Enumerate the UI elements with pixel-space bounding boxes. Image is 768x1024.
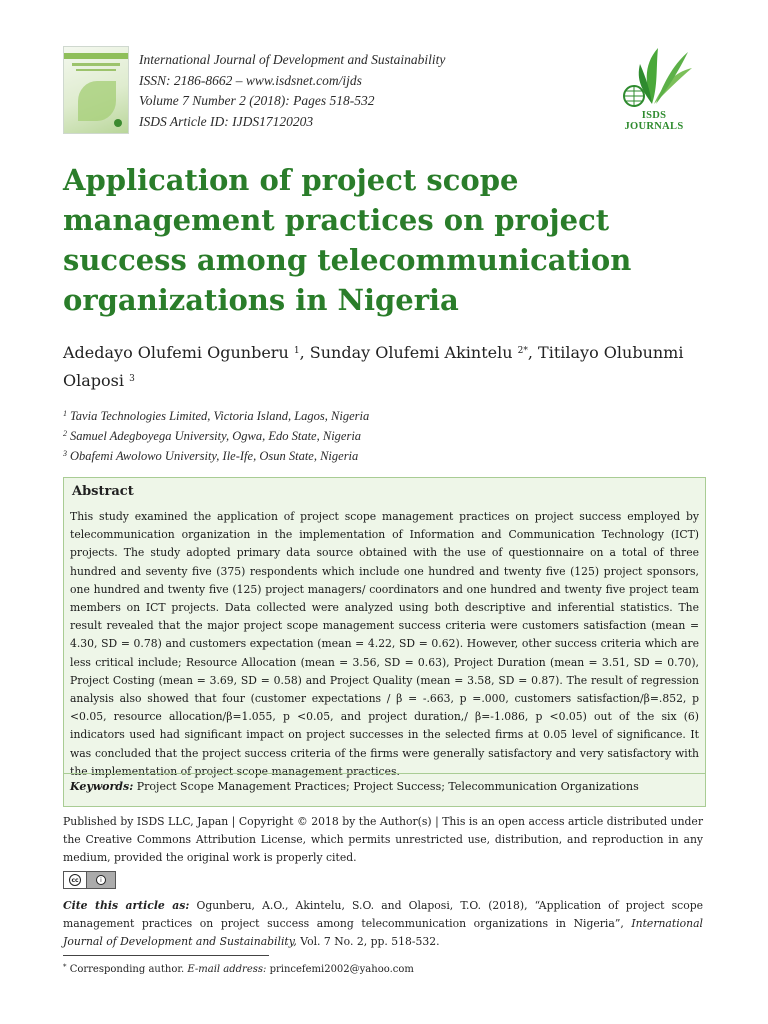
logo-text-isds: ISDS xyxy=(641,110,667,121)
isds-leaf-icon xyxy=(612,46,696,110)
by-icon: i xyxy=(96,875,106,885)
keywords-text: Project Scope Management Practices; Project Success; Telecommunication Organizations xyxy=(136,780,639,793)
affiliation-3: $^3$ Obafemi Awolowo University, Ile-Ife, Osun State, Nigeria xyxy=(63,449,359,463)
cite-tail: Vol. 7 No. 2, pp. 518-532. xyxy=(300,935,440,948)
affiliations xyxy=(63,405,369,465)
article-title: Application of project scope management practices on project success among telecommunication organizations in Nigeria xyxy=(63,163,632,317)
publication-notice: Published by ISDS LLC, Japan | Copyright © 2018 by the Author(s) | This is an open access article distributed under the Creative Commons Attribution License, which permits unrestricted use, distribution, and reproduction in any medium, provided the original work is properly cited. xyxy=(63,815,703,864)
author-1: Adedayo Olufemi Ogunberu xyxy=(63,343,289,362)
article-id-line: ISDS Article ID: IJDS17120203 xyxy=(139,113,314,129)
author-2-affil: 2* xyxy=(517,346,528,356)
cc-icon: cc xyxy=(69,874,81,886)
abstract-heading: Abstract xyxy=(72,484,134,499)
author-list: Adedayo Olufemi Ogunberu $^1$, Sunday Olufemi Akintelu $^{2*}$, Titilayo Olubunmi Olaposi $^3$ xyxy=(63,343,684,390)
citation xyxy=(63,897,703,951)
cite-text: Ogunberu, A.O., Akintelu, S.O. and Olaposi, T.O. (2018), “Application of project scope management practices on project success among telecommunication organizations in Nigeria”, xyxy=(63,899,704,930)
logo-text-journals: JOURNALS xyxy=(624,121,684,132)
keywords xyxy=(70,780,639,793)
issn-line: ISSN: 2186-8662 – www.isdsnet.com/ijds xyxy=(139,72,362,88)
abstract-body: This study examined the application of project scope management practices on project success employed by telecommunication organization in the implementation of Information and Communication Technology (ICT) projects. The study adopted primary data source obtained with the use of questionnaire on a total of three hundred and seventy five (375) respondents which include one hundred and twenty five (125) project sponsors, one hundred and twenty five (125) project managers/ coordinators and one hundred and twenty five project team members on ICT projects. Data collected were analyzed using both descriptive and inferential statistics. The result revealed that the major project scope management success criteria were customers satisfaction (mean = 4.30, SD = 0.78) and customers expectation (mean = 4.22, SD = 0.62). However, other success criteria which are less critical include; Resource Allocation (mean = 3.56, SD = 0.63), Project Duration (mean = 3.51, SD = 0.70), Project Costing (mean = 3.69, SD = 0.58) and Project Quality (mean = 3.58, SD = 0.87). The result of regression analysis also showed that four (customer expectations / β = -.663, p =.000, customers satisfaction/β=.852, p <0.05, resource allocation/β=1.055, p <0.05, and project duration,/ β=-1.086, p <0.05) out of the six (6) indicators used had significant impact on project successes in the selected firms at 0.05 level of significance. It was concluded that the project success criteria of the firms were generally satisfactory and very satisfactory with the implementation of project scope management practices. xyxy=(70,510,699,778)
abstract-divider xyxy=(64,773,705,774)
corresponding-author-footnote: * Corresponding author. E-mail address: princefemi2002@yahoo.com xyxy=(63,963,414,975)
author-2: Sunday Olufemi Akintelu xyxy=(309,343,513,362)
journal-name: International Journal of Development and Sustainability xyxy=(139,52,446,67)
isds-journals-logo xyxy=(612,46,696,134)
email-address[interactable]: princefemi2002@yahoo.com xyxy=(269,964,414,975)
affiliation-2: $^2$ Samuel Adegboyega University, Ogwa, Edo State, Nigeria xyxy=(63,429,362,443)
author-1-affil: 1 xyxy=(293,346,300,356)
journal-info xyxy=(139,50,445,132)
author-3-affil: 3 xyxy=(129,374,135,384)
cite-label: Cite this article as: xyxy=(63,899,190,912)
cite-journal: International Journal of Development and Sustainability, xyxy=(63,917,704,948)
footnote-label: Corresponding author. xyxy=(69,964,185,975)
keywords-label: Keywords: xyxy=(70,780,134,793)
email-label: E-mail address: xyxy=(187,964,267,975)
journal-cover-thumbnail xyxy=(63,46,129,134)
author-3: Titilayo Olubunmi Olaposi xyxy=(63,343,684,390)
volume-line: Volume 7 Number 2 (2018): Pages 518-532 xyxy=(139,93,375,108)
footnote-rule xyxy=(63,955,269,956)
cc-by-license-badge[interactable] xyxy=(63,871,116,889)
affiliation-1: $^1$ Tavia Technologies Limited, Victoria Island, Lagos, Nigeria xyxy=(63,409,370,423)
abstract-box xyxy=(63,477,706,807)
